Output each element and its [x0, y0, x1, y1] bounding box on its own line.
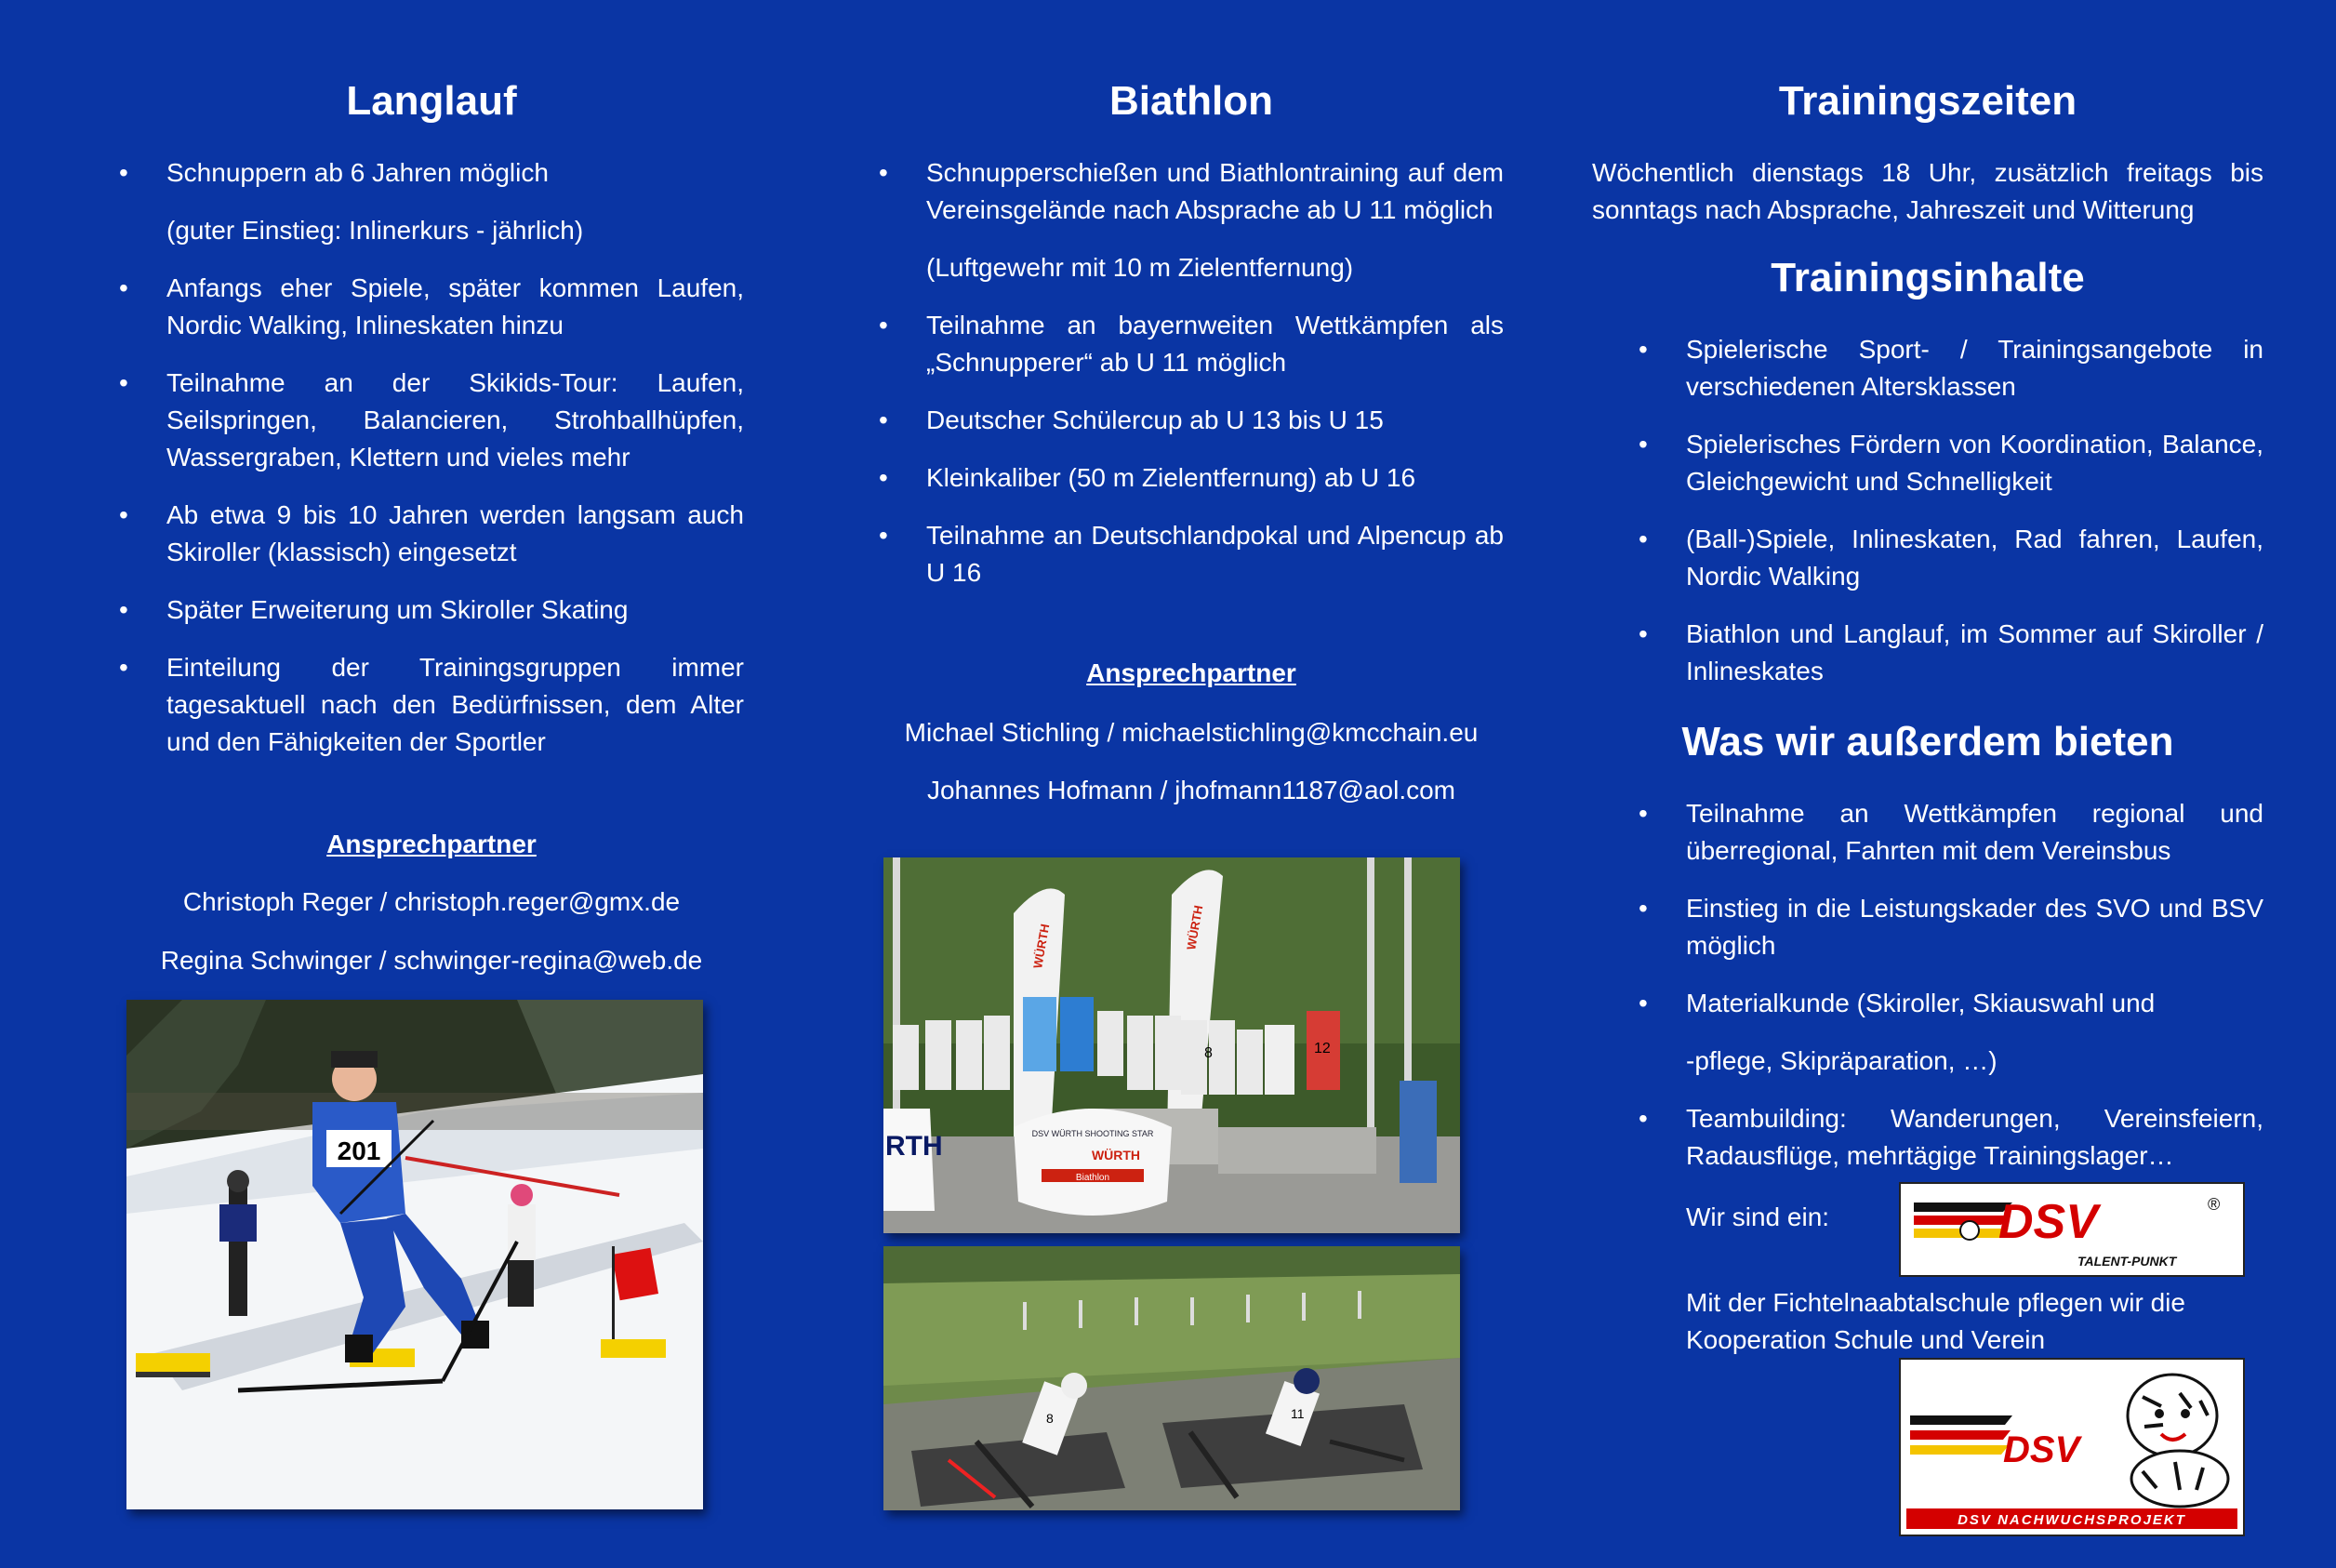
- biathlon-podium-photo: [883, 857, 1460, 1233]
- tiger-mascot-icon: [2128, 1375, 2228, 1507]
- kooperation-text: Mit der Fichtelnaabtalschule pflegen wir die Kooperation Schule und Verein: [1686, 1288, 2185, 1354]
- list-item: • Einstieg in die Leistungskader des SVO und BSV möglich: [1639, 890, 2263, 964]
- banner-text-left: WÜRTH: [1030, 923, 1053, 970]
- list-item: • Spielerisches Fördern von Koordination, Balance, Gleichgewicht und Schnelligkeit: [1639, 426, 2263, 500]
- langlauf-contact-title: Ansprechpartner: [326, 830, 537, 858]
- logo1-registered: ®: [2208, 1195, 2221, 1214]
- list-item: • Ab etwa 9 bis 10 Jahren werden langsam auch Skiroller (klassisch) eingesetzt: [119, 497, 744, 571]
- trainingszeiten-text: Wöchentlich dienstags 18 Uhr, zusätzlich freitags bis sonntags nach Absprache, Jahreszeit und Witterung: [1592, 158, 2263, 224]
- biathlon-shooting-photo: [883, 1246, 1460, 1510]
- dsv-talent-punkt-logo: [1899, 1182, 2245, 1277]
- sign-bottom: Biathlon: [1075, 1173, 1110, 1183]
- logo1-sub: TALENT-PUNKT: [2077, 1254, 2177, 1269]
- sign-mid: WÜRTH: [1091, 1148, 1141, 1163]
- bib-a: 8: [1204, 1045, 1213, 1061]
- list-item: • Spielerische Sport- / Trainingsangebote in verschiedenen Altersklassen: [1639, 331, 2263, 405]
- banner-text-right: WÜRTH: [1184, 904, 1206, 951]
- shooter-bib-2: 11: [1291, 1406, 1305, 1421]
- dsv-nachwuchsprojekt-logo: [1899, 1358, 2245, 1536]
- logo2-sub: DSV NACHWUCHSPROJEKT: [1958, 1512, 2186, 1528]
- list-item: • Teambuilding: Wanderungen, Vereinsfeiern, Radausflüge, mehrtägige Trainingslager…: [1639, 1100, 2263, 1175]
- logo2-text: DSV: [2003, 1429, 2080, 1470]
- list-item: • Materialkunde (Skiroller, Skiauswahl und -pflege, Skipräparation, …): [1639, 985, 2263, 1080]
- sign-right: [601, 1339, 666, 1358]
- list-item: • Schnupperschießen und Biathlontraining auf dem Vereinsgelände nach Absprache ab U 11 möglich (Luftgewehr mit 10 m Zielentfernung): [879, 154, 1504, 286]
- bieten-list: [1639, 795, 2263, 1195]
- trainingsinhalte-list: [1639, 331, 2263, 711]
- wir-sind-label: Wir sind ein:: [1686, 1203, 1830, 1231]
- biathlon-contact-title: Ansprechpartner: [1086, 658, 1296, 687]
- bib-b: 12: [1314, 1041, 1331, 1056]
- list-item: • Später Erweiterung um Skiroller Skating: [119, 591, 744, 629]
- biathlon-list: [879, 154, 1504, 612]
- langlauf-title: Langlauf: [346, 78, 517, 124]
- langlauf-photo: [126, 1000, 703, 1509]
- sign-top: DSV WÜRTH SHOOTING STAR: [1031, 1129, 1154, 1138]
- list-item: • Teilnahme an bayernweiten Wettkämpfen als „Schnupperer“ ab U 11 möglich: [879, 307, 1504, 381]
- list-item: • Teilnahme an Deutschlandpokal und Alpencup ab U 16: [879, 517, 1504, 591]
- shooter-bib-1: 8: [1046, 1411, 1054, 1426]
- snowflake-icon: [1960, 1221, 1979, 1240]
- list-item: • Teilnahme an der Skikids-Tour: Laufen, Seilspringen, Balancieren, Strohballhüpfen, Wassergraben, Klettern und vieles mehr: [119, 365, 744, 476]
- langlauf-list: [119, 154, 744, 781]
- list-item: • Deutscher Schülercup ab U 13 bis U 15: [879, 402, 1504, 439]
- trainingszeiten-title: Trainingszeiten: [1778, 78, 2077, 124]
- contact-reger: Christoph Reger / christoph.reger@gmx.de: [182, 887, 681, 916]
- list-item: • Kleinkaliber (50 m Zielentfernung) ab U 16: [879, 459, 1504, 497]
- list-item: • Teilnahme an Wettkämpfen regional und überregional, Fahrten mit dem Vereinsbus: [1639, 795, 2263, 870]
- contact-schwinger: Regina Schwinger / schwinger-regina@web.de: [160, 946, 703, 975]
- list-item: • Biathlon und Langlauf, im Sommer auf Skiroller / Inlineskates: [1639, 616, 2263, 690]
- podium-text: RTH: [885, 1131, 943, 1162]
- bib-number: 201: [337, 1136, 381, 1165]
- list-item: • Schnuppern ab 6 Jahren möglich (guter Einstieg: Inlinerkurs - jährlich): [119, 154, 744, 249]
- list-item: • Einteilung der Trainingsgruppen immer tagesaktuell nach den Bedürfnissen, dem Alter und den Fähigkeiten der Sportler: [119, 649, 744, 761]
- list-item: • Anfangs eher Spiele, später kommen Laufen, Nordic Walking, Inlineskaten hinzu: [119, 270, 744, 344]
- logo1-text: DSV: [1998, 1195, 2098, 1249]
- bieten-title: Was wir außerdem bieten: [1681, 719, 2174, 764]
- list-item: • (Ball-)Spiele, Inlineskaten, Rad fahren, Laufen, Nordic Walking: [1639, 521, 2263, 595]
- trainingsinhalte-title: Trainingsinhalte: [1771, 255, 2085, 300]
- biathlon-title: Biathlon: [1109, 78, 1273, 124]
- contact-hofmann: Johannes Hofmann / jhofmann1187@aol.com: [926, 776, 1456, 804]
- contact-stichling: Michael Stichling / michaelstichling@kmcchain.eu: [904, 718, 1479, 747]
- sign-left: [136, 1353, 210, 1377]
